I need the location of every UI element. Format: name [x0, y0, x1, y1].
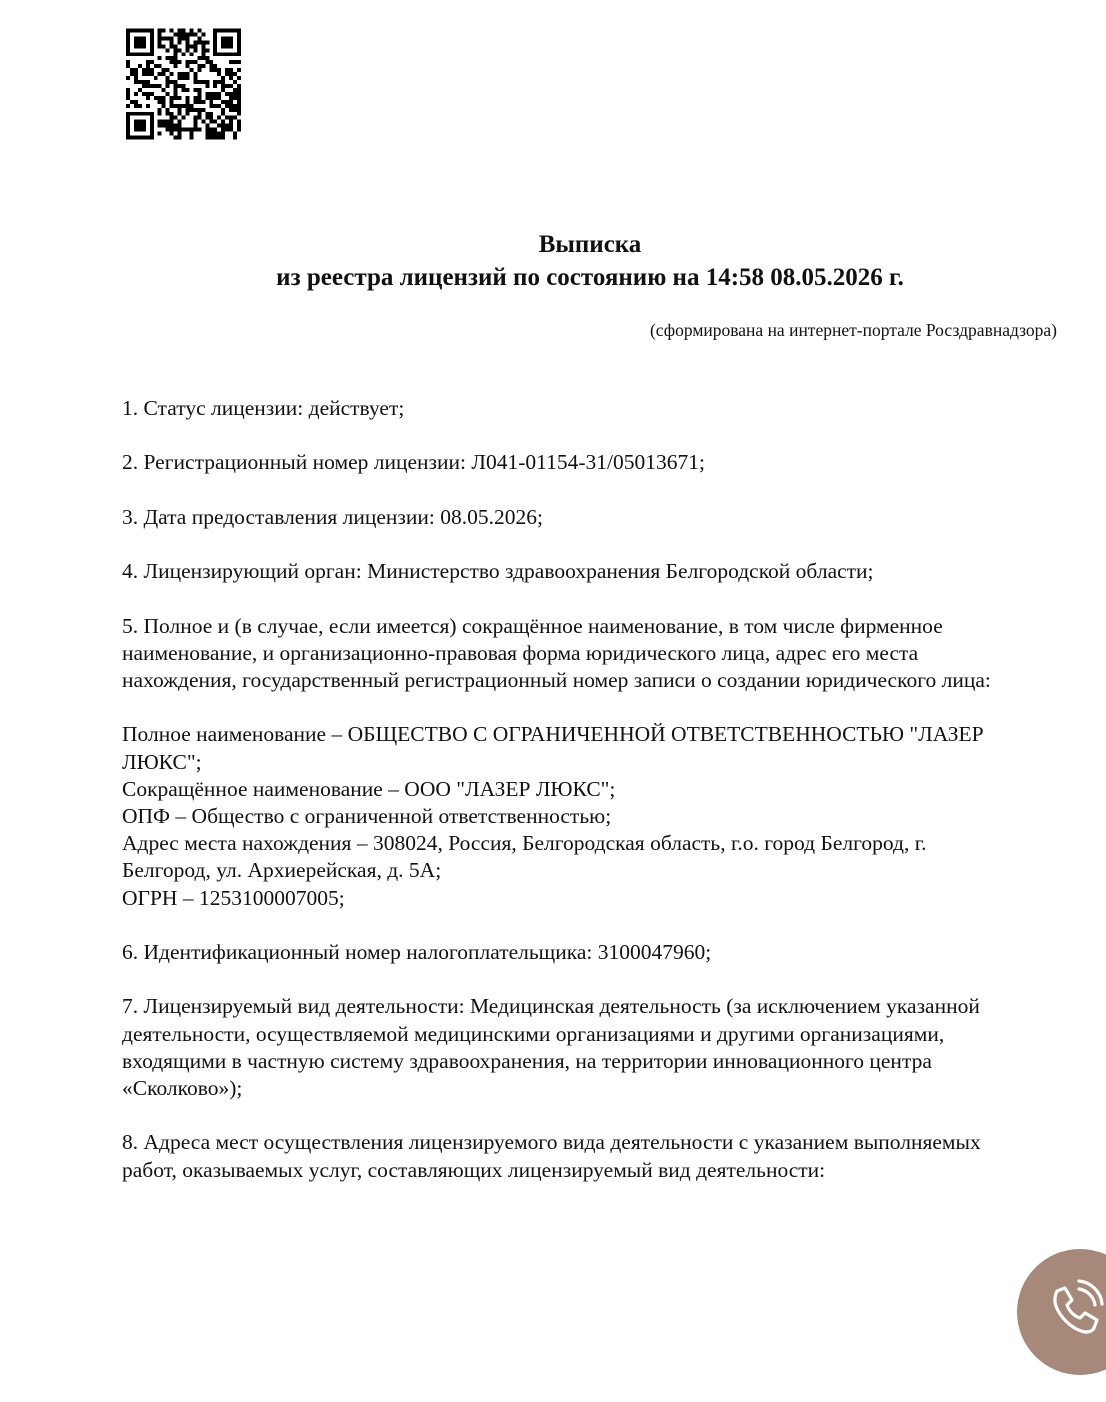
title-line-1: Выписка [538, 231, 642, 258]
document-body [122, 395, 1062, 1211]
document-title [0, 228, 1106, 294]
call-button[interactable] [1017, 1249, 1106, 1375]
item-opf: ОПФ – Общество с ограниченной ответственностью; [122, 803, 612, 828]
item-name-intro: 5. Полное и (в случае, если имеется) сокращённое наименование, в том числе фирменное наименование, и организационно-правовая форма юридического лица, адрес его места нахождения, государственный регистрационный номер записи о создании юридического лица: [122, 613, 991, 692]
item-address: Адрес места нахождения – 308024, Россия, Белгородская область, г.о. город Белгород, г. Белгород, ул. Архиерейская, д. 5А; [122, 831, 927, 883]
qr-code [126, 28, 241, 140]
item-status: 1. Статус лицензии: действует; [122, 396, 405, 420]
item-activity: 7. Лицензируемый вид деятельности: Медицинская деятельность (за исключением указанной деятельности, осуществляемой медицинскими организациями и другими организациями, входящими в частную систему здравоохранения, на территории инновационного центра «Сколково»); [122, 994, 980, 1100]
item-ogrn: ОГРН – 1253100007005; [122, 885, 345, 910]
item-authority: 4. Лицензирующий орган: Министерство здравоохранения Белгородской области; [122, 559, 874, 584]
item-addresses: 8. Адреса мест осуществления лицензируемого вида деятельности с указанием выполняемых работ, оказываемых услуг, составляющих лицензируемый вид деятельности: [122, 1130, 981, 1182]
phone-icon [1043, 1279, 1106, 1343]
item-inn: 6. Идентификационный номер налогоплательщика: 3100047960; [122, 939, 712, 964]
title-line-2: из реестра лицензий по состоянию на 14:58 08.05.2026 г. [276, 264, 904, 291]
item-reg-number: 2. Регистрационный номер лицензии: Л041-01154-31/05013671; [122, 450, 705, 475]
item-full-name: Полное наименование – ОБЩЕСТВО С ОГРАНИЧЕННОЙ ОТВЕТСТВЕННОСТЬЮ "ЛАЗЕР ЛЮКС"; [122, 722, 984, 774]
source-note: (сформирована на интернет-портале Росздравнадзора) [649, 320, 1057, 340]
item-short-name: Сокращённое наименование – ООО "ЛАЗЕР ЛЮКС"; [122, 776, 616, 801]
item-issue-date: 3. Дата предоставления лицензии: 08.05.2026; [122, 504, 543, 529]
